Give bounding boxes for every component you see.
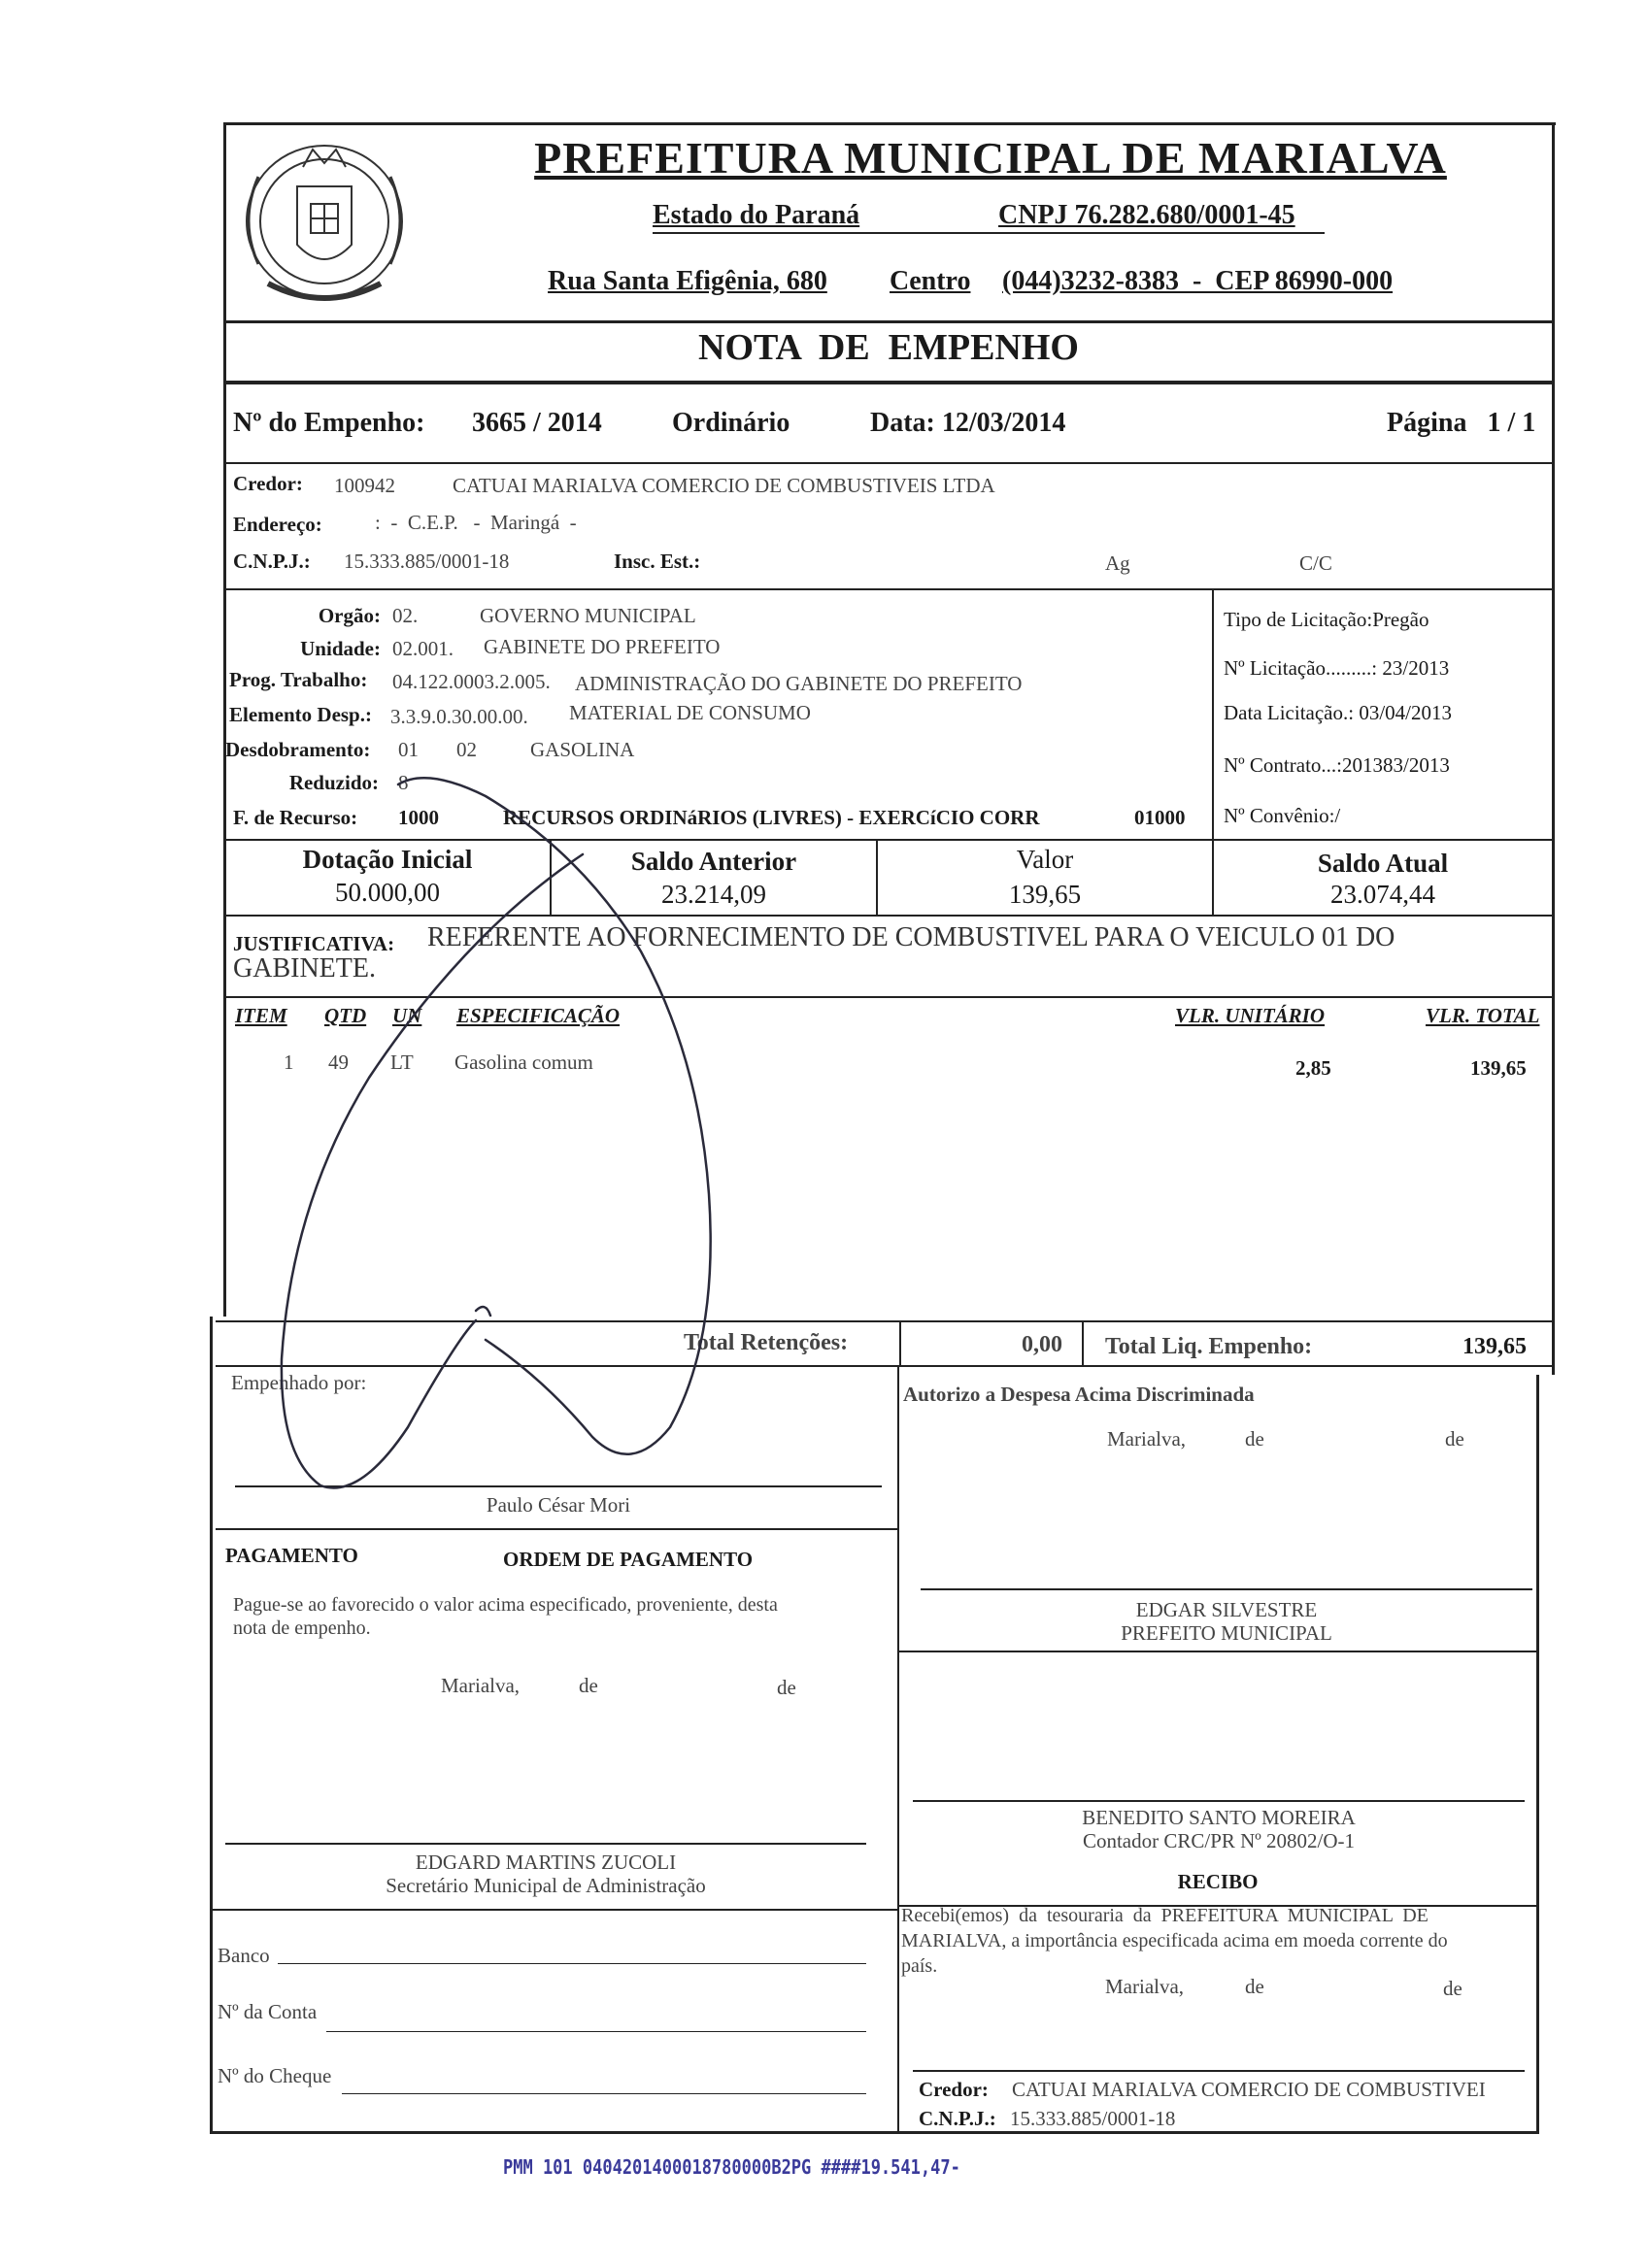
justificativa-label: JUSTIFICATIVA: xyxy=(233,932,395,955)
bank-stamp: PMM 101 0404201400018780000B2PG ####19.541,47- xyxy=(503,2155,960,2179)
elemento-label: Elemento Desp.: xyxy=(229,703,372,726)
col-header-item: ITEM xyxy=(235,1004,287,1027)
col-header-qtd: QTD xyxy=(324,1004,367,1027)
justificativa-text-1: REFERENTE AO FORNECIMENTO DE COMBUSTIVEL PARA O VEICULO 01 DO xyxy=(427,922,1395,952)
licit-date: Data Licitação.: 03/04/2013 xyxy=(1224,701,1453,724)
conta-label: Nº da Conta xyxy=(218,2000,318,2023)
banco-label: Banco xyxy=(218,1944,270,1967)
recibo-title: RECIBO xyxy=(1177,1870,1259,1893)
unidade-name: GABINETE DO PREFEITO xyxy=(484,635,721,658)
desdob-name: GASOLINA xyxy=(530,738,635,761)
empenhado-label: Empenhado por: xyxy=(231,1371,367,1394)
col-header-un: UN xyxy=(392,1004,422,1027)
state-label: Estado do Paraná xyxy=(653,200,860,230)
ordem-pagamento-label: ORDEM DE PAGAMENTO xyxy=(503,1548,754,1571)
recibo-text-2: MARIALVA, a importância especificada acima em moeda corrente do xyxy=(901,1930,1448,1951)
convenio-number: Nº Convênio:/ xyxy=(1224,804,1341,827)
pagamento-text-1: Pague-se ao favorecido o valor acima especificado, proveniente, desta xyxy=(233,1594,778,1616)
credor-label: Credor: xyxy=(233,472,303,495)
autorizo-marialva: Marialva, xyxy=(1107,1427,1187,1451)
prog-label: Prog. Trabalho: xyxy=(229,668,368,691)
frame-top xyxy=(223,122,1556,125)
frame-right-lower xyxy=(1536,1375,1539,2134)
recibo-credor-label: Credor: xyxy=(919,2078,989,2101)
conta-line xyxy=(326,2031,866,2032)
saldo-anterior-label: Saldo Anterior xyxy=(630,847,797,876)
empenhado-sig-line xyxy=(235,1485,882,1487)
budget-divider xyxy=(223,839,1554,841)
frame-bottom xyxy=(210,2131,1538,2134)
prefeito-title: PREFEITO MUNICIPAL xyxy=(1121,1621,1332,1645)
credor-name: CATUAI MARIALVA COMERCIO DE COMBUSTIVEIS LTDA xyxy=(453,474,995,497)
autorizo-label: Autorizo a Despesa Acima Discriminada xyxy=(903,1383,1255,1406)
coat-of-arms-logo xyxy=(229,128,420,322)
col-header-total: VLR. TOTAL xyxy=(1426,1004,1540,1027)
reduzido-value: 8 xyxy=(398,771,409,794)
banco-line xyxy=(278,1963,866,1964)
empenho-date: Data: 12/03/2014 xyxy=(870,408,1066,438)
row-unit-price: 2,85 xyxy=(1295,1056,1331,1080)
recibo-cnpj-label: C.N.P.J.: xyxy=(919,2107,996,2130)
district-label: Centro xyxy=(890,266,971,296)
retencoes-label: Total Retenções: xyxy=(684,1330,849,1355)
page-number: Página 1 / 1 xyxy=(1387,408,1536,438)
empenhado-name: Paulo César Mori xyxy=(486,1493,631,1517)
valor-label: Valor xyxy=(1016,845,1074,874)
title-divider xyxy=(223,381,1554,384)
credor-sig-line xyxy=(913,2070,1525,2072)
col-header-spec: ESPECIFICAÇÃO xyxy=(456,1004,621,1027)
recibo-credor-name: CATUAI MARIALVA COMERCIO DE COMBUSTIVEI xyxy=(1012,2078,1486,2101)
frame-left-lower xyxy=(210,1317,213,2132)
balances-divider xyxy=(223,915,1554,917)
recurso-name: RECURSOS ORDINáRIOS (LIVRES) - EXERCíCIO CORR xyxy=(503,806,1040,829)
pagamento-de-1: de xyxy=(579,1674,598,1697)
unidade-label: Unidade: xyxy=(300,637,381,660)
sec-name: EDGARD MARTINS ZUCOLI xyxy=(415,1851,677,1874)
sec-title: Secretário Municipal de Administração xyxy=(386,1874,706,1897)
address-field-label: Endereço: xyxy=(233,513,322,536)
recibo-de-1: de xyxy=(1245,1975,1264,1998)
tot-vline-1 xyxy=(899,1320,901,1367)
row-total: 139,65 xyxy=(1470,1056,1527,1080)
tot-vline-2 xyxy=(1082,1320,1084,1367)
justificativa-text-2: GABINETE. xyxy=(233,953,376,984)
totals-bottom xyxy=(216,1365,1552,1367)
address-label: Rua Santa Efigênia, 680 xyxy=(548,266,827,296)
elemento-code: 3.3.9.0.30.00.00. xyxy=(390,705,528,728)
total-liq-label: Total Liq. Empenho: xyxy=(1105,1334,1313,1359)
autorizo-de-1: de xyxy=(1245,1427,1264,1451)
retencoes-value: 0,00 xyxy=(1022,1332,1062,1357)
header-divider xyxy=(223,320,1554,323)
total-liq-value: 139,65 xyxy=(1462,1334,1527,1359)
unidade-code: 02.001. xyxy=(392,637,454,660)
empenho-number: 3665 / 2014 xyxy=(472,408,602,438)
sec-sig-line xyxy=(225,1843,866,1845)
row-spec: Gasolina comum xyxy=(454,1051,593,1074)
contract-number: Nº Contrato...:201383/2013 xyxy=(1224,753,1450,777)
justif-divider xyxy=(223,996,1554,998)
state-underline xyxy=(653,232,1325,234)
recurso-label: F. de Recurso: xyxy=(233,806,358,829)
empenho-number-label: Nº do Empenho: xyxy=(233,408,425,438)
contador-sig-line xyxy=(913,1800,1525,1802)
contador-title: Contador CRC/PR Nº 20802/O-1 xyxy=(1082,1829,1356,1852)
cc-label: C/C xyxy=(1299,551,1332,575)
right-recibo-line xyxy=(897,1651,1538,1652)
licit-type: Tipo de Licitação:Pregão xyxy=(1224,608,1429,631)
page-title: PREFEITURA MUNICIPAL DE MARIALVA xyxy=(534,133,1447,183)
orgao-code: 02. xyxy=(392,604,419,627)
pagamento-de-2: de xyxy=(777,1676,796,1699)
credor-cnpj: 15.333.885/0001-18 xyxy=(344,550,510,573)
recurso-code: 1000 xyxy=(398,806,439,829)
row-un: LT xyxy=(390,1051,414,1074)
insc-est-label: Insc. Est.: xyxy=(614,550,701,573)
left-sig-line xyxy=(216,1528,899,1530)
frame-left xyxy=(223,122,226,1317)
frame-right xyxy=(1552,122,1555,1375)
dotacao-label: Dotação Inicial xyxy=(302,845,473,874)
orgao-label: Orgão: xyxy=(318,604,381,627)
cnpj-field-label: C.N.P.J.: xyxy=(233,550,311,573)
doc-title: NOTA DE EMPENHO xyxy=(698,327,1079,368)
saldo-atual-value: 23.074,44 xyxy=(1330,880,1435,909)
empenho-type: Ordinário xyxy=(672,408,790,438)
recibo-text-1: Recebi(emos) da tesouraria da PREFEITURA MUNICIPAL DE xyxy=(901,1905,1429,1926)
phone-cep-label: (044)3232-8383 - CEP 86990-000 xyxy=(1002,266,1394,296)
recibo-text-3: país. xyxy=(901,1955,938,1977)
dotacao-value: 50.000,00 xyxy=(335,878,440,907)
licit-number: Nº Licitação.........: 23/2013 xyxy=(1224,656,1450,680)
elemento-name: MATERIAL DE CONSUMO xyxy=(569,701,811,724)
pagamento-marialva: Marialva, xyxy=(441,1674,521,1697)
empenho-divider xyxy=(223,462,1554,464)
autorizo-de-2: de xyxy=(1445,1427,1464,1451)
recibo-marialva: Marialva, xyxy=(1105,1975,1185,1998)
recurso-code2: 01000 xyxy=(1134,806,1186,829)
pagamento-text-2: nota de empenho. xyxy=(233,1618,371,1639)
credor-code: 100942 xyxy=(334,474,395,497)
contador-name: BENEDITO SANTO MOREIRA xyxy=(1082,1806,1356,1829)
recibo-cnpj: 15.333.885/0001-18 xyxy=(1010,2107,1176,2130)
credor-divider xyxy=(223,588,1554,590)
row-item: 1 xyxy=(284,1051,294,1074)
cnpj-label: CNPJ 76.282.680/0001-45 xyxy=(998,200,1295,230)
cheque-line xyxy=(342,2093,866,2094)
prefeito-name: EDGAR SILVESTRE xyxy=(1135,1598,1318,1621)
recibo-de-2: de xyxy=(1443,1977,1462,2000)
pagamento-label: PAGAMENTO xyxy=(225,1544,358,1567)
desdob-code1: 01 xyxy=(398,738,419,761)
pagamento-bottom xyxy=(210,1909,899,1911)
prog-code: 04.122.0003.2.005. xyxy=(392,670,551,693)
saldo-atual-label: Saldo Atual xyxy=(1317,849,1449,878)
prog-name: ADMINISTRAÇÃO DO GABINETE DO PREFEITO xyxy=(575,672,1023,695)
lower-vline xyxy=(897,1365,899,2134)
valor-value: 139,65 xyxy=(1008,880,1082,909)
saldo-anterior-value: 23.214,09 xyxy=(661,880,766,909)
row-qtd: 49 xyxy=(328,1051,349,1074)
reduzido-label: Reduzido: xyxy=(288,771,379,794)
desdob-code2: 02 xyxy=(456,738,477,761)
cheque-label: Nº do Cheque xyxy=(218,2064,332,2087)
col-header-unit-price: VLR. UNITÁRIO xyxy=(1175,1004,1326,1027)
totals-top xyxy=(216,1320,1552,1322)
orgao-name: GOVERNO MUNICIPAL xyxy=(480,604,696,627)
credor-address: : - C.E.P. - Maringá - xyxy=(375,511,577,534)
ag-label: Ag xyxy=(1105,551,1130,575)
prefeito-sig-line xyxy=(921,1588,1532,1590)
desdob-label: Desdobramento: xyxy=(225,738,371,761)
